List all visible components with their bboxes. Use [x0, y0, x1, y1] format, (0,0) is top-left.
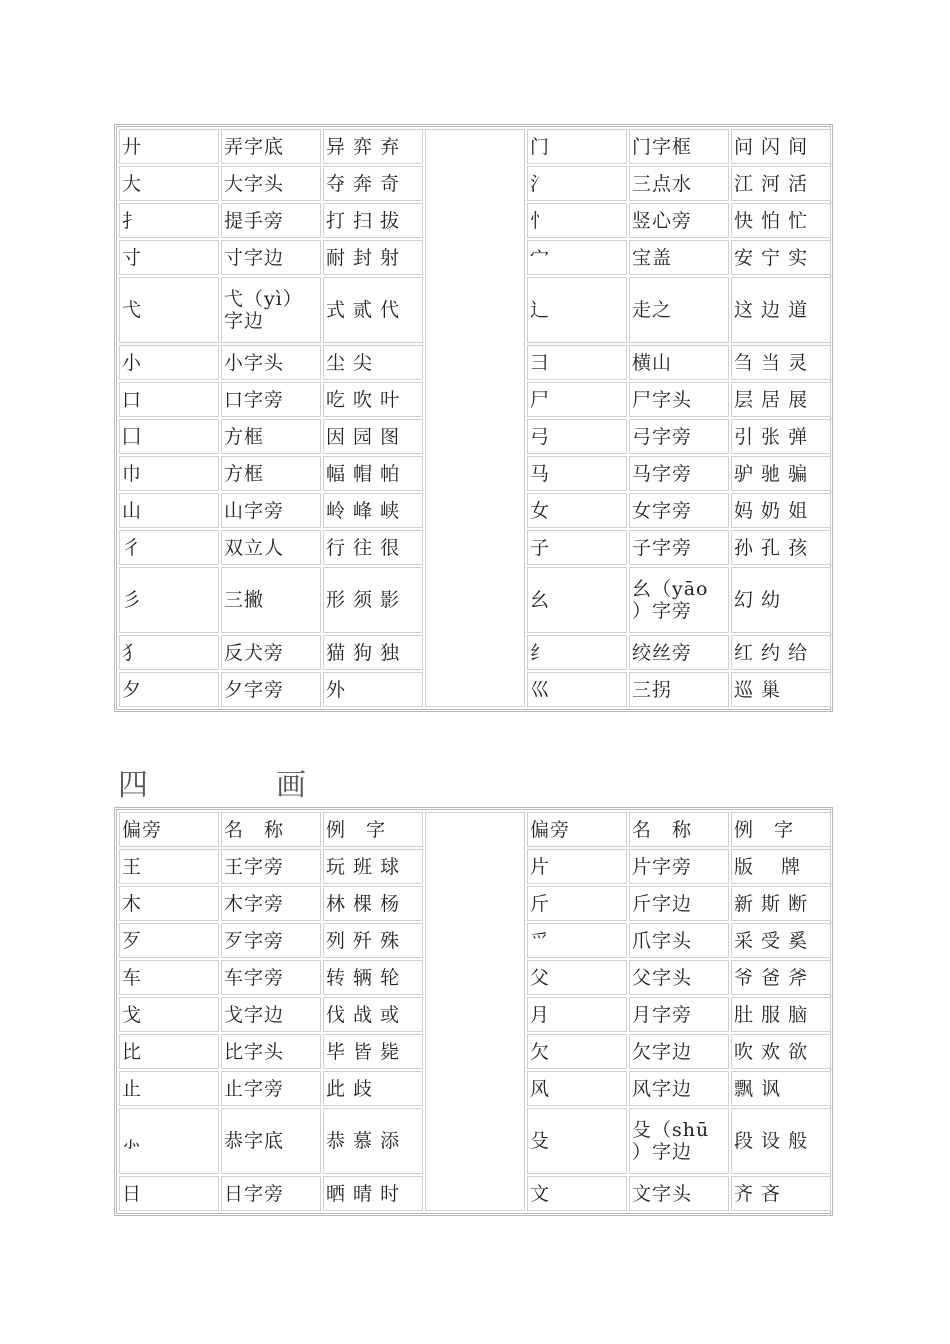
right-name-cell: 门字框	[629, 129, 729, 164]
left-name-cell: 反犬旁	[221, 635, 321, 670]
left-examples-cell: 尘 尖	[323, 345, 423, 380]
right-radical-cell: 女	[527, 493, 627, 528]
right-examples-cell: 引 张 弹	[731, 419, 831, 454]
right-name-cell: 横山	[629, 345, 729, 380]
left-examples-cell: 因 园 图	[323, 419, 423, 454]
left-examples-cell: 列 歼 殊	[323, 923, 423, 958]
left-examples-cell: 行 往 很	[323, 530, 423, 565]
left-name-cell: 日字旁	[221, 1176, 321, 1211]
right-radical-cell: 纟	[527, 635, 627, 670]
right-name-cell: 弓字旁	[629, 419, 729, 454]
left-examples-cell: 转 辆 轮	[323, 960, 423, 995]
radicals-table-body	[117, 810, 833, 1213]
right-examples-cell: 吹 欢 欲	[731, 1034, 831, 1069]
table-spacer-column	[425, 129, 525, 707]
right-name-cell: 尸字头	[629, 382, 729, 417]
right-name-cell: 子字旁	[629, 530, 729, 565]
right-radical-cell: 子	[527, 530, 627, 565]
left-examples-cell: 异 弈 弃	[323, 129, 423, 164]
left-name-cell: 木字旁	[221, 886, 321, 921]
right-examples-cell: 巡 巢	[731, 672, 831, 707]
left-examples-cell: 式 贰 代	[323, 277, 423, 343]
right-name-cell: 名 称	[629, 812, 729, 847]
left-examples-cell: 打 扫 拔	[323, 203, 423, 238]
right-name-cell: 三点水	[629, 166, 729, 201]
right-examples-cell: 安 宁 实	[731, 240, 831, 275]
right-name-cell: 风字边	[629, 1071, 729, 1106]
right-examples-cell: 版 牌	[731, 849, 831, 884]
left-examples-cell: 岭 峰 峡	[323, 493, 423, 528]
left-name-cell: 大字头	[221, 166, 321, 201]
right-radical-cell: 氵	[527, 166, 627, 201]
left-examples-cell: 猫 狗 独	[323, 635, 423, 670]
right-examples-cell: 快 怕 忙	[731, 203, 831, 238]
left-name-cell: 双立人	[221, 530, 321, 565]
left-name-cell: 比字头	[221, 1034, 321, 1069]
right-name-cell: 竖心旁	[629, 203, 729, 238]
radicals-table-body	[117, 127, 833, 709]
left-radical-cell: 弋	[119, 277, 219, 343]
left-radical-cell: 王	[119, 849, 219, 884]
right-radical-cell: 斤	[527, 886, 627, 921]
right-name-cell: 三拐	[629, 672, 729, 707]
left-radical-cell: 山	[119, 493, 219, 528]
right-radical-cell: 父	[527, 960, 627, 995]
right-radical-cell: 辶	[527, 277, 627, 343]
right-name-cell: 宝盖	[629, 240, 729, 275]
right-examples-cell: 肚 服 脑	[731, 997, 831, 1032]
left-radical-cell: 日	[119, 1176, 219, 1211]
section-heading-four-strokes	[118, 760, 306, 804]
left-examples-cell: 形 须 影	[323, 567, 423, 633]
right-radical-cell: 幺	[527, 567, 627, 633]
left-examples-cell: 幅 帽 帕	[323, 456, 423, 491]
right-radical-cell: 文	[527, 1176, 627, 1211]
left-examples-cell: 伐 战 或	[323, 997, 423, 1032]
right-examples-cell: 采 受 奚	[731, 923, 831, 958]
right-examples-cell: 红 约 给	[731, 635, 831, 670]
right-examples-cell: 例 字	[731, 812, 831, 847]
right-name-cell: 幺（yāo ）字旁	[629, 567, 729, 633]
left-name-cell: 止字旁	[221, 1071, 321, 1106]
left-name-cell: 弋（yì）字边	[221, 277, 321, 343]
left-examples-cell: 玩 班 球	[323, 849, 423, 884]
right-radical-cell: 弓	[527, 419, 627, 454]
right-examples-cell: 飘 讽	[731, 1071, 831, 1106]
right-name-cell: 马字旁	[629, 456, 729, 491]
left-examples-cell: 毕 皆 毙	[323, 1034, 423, 1069]
left-name-cell: 寸字边	[221, 240, 321, 275]
right-examples-cell: 驴 驰 骗	[731, 456, 831, 491]
left-name-cell: 弄字底	[221, 129, 321, 164]
left-radical-cell: 偏旁	[119, 812, 219, 847]
right-examples-cell: 这 边 道	[731, 277, 831, 343]
right-name-cell: 女字旁	[629, 493, 729, 528]
right-name-cell: 走之	[629, 277, 729, 343]
left-radical-cell: 囗	[119, 419, 219, 454]
right-name-cell: 月字旁	[629, 997, 729, 1032]
left-radical-cell: 巾	[119, 456, 219, 491]
left-radical-cell: 寸	[119, 240, 219, 275]
right-radical-cell: 爫	[527, 923, 627, 958]
left-radical-cell: 廾	[119, 129, 219, 164]
left-name-cell: 歹字旁	[221, 923, 321, 958]
left-examples-cell: 外	[323, 672, 423, 707]
left-examples-cell: 吃 吹 叶	[323, 382, 423, 417]
left-examples-cell: 林 棵 杨	[323, 886, 423, 921]
left-name-cell: 恭字底	[221, 1108, 321, 1174]
left-examples-cell: 此 歧	[323, 1071, 423, 1106]
right-examples-cell: 幻 幼	[731, 567, 831, 633]
left-name-cell: 方框	[221, 456, 321, 491]
right-radical-cell: 月	[527, 997, 627, 1032]
table-spacer-column	[425, 812, 525, 1211]
right-name-cell: 斤字边	[629, 886, 729, 921]
radicals-table-four-strokes	[114, 807, 833, 1216]
left-name-cell: 王字旁	[221, 849, 321, 884]
left-examples-cell: 耐 封 射	[323, 240, 423, 275]
left-radical-cell: 车	[119, 960, 219, 995]
left-radical-cell: 扌	[119, 203, 219, 238]
right-examples-cell: 新 斯 断	[731, 886, 831, 921]
left-radical-cell: 口	[119, 382, 219, 417]
right-radical-cell: 宀	[527, 240, 627, 275]
left-name-cell: 车字旁	[221, 960, 321, 995]
right-name-cell: 殳（shū ）字边	[629, 1108, 729, 1174]
left-name-cell: 名 称	[221, 812, 321, 847]
right-radical-cell: 偏旁	[527, 812, 627, 847]
right-radical-cell: 马	[527, 456, 627, 491]
right-radical-cell: 欠	[527, 1034, 627, 1069]
right-examples-cell: 齐 吝	[731, 1176, 831, 1211]
right-name-cell: 片字旁	[629, 849, 729, 884]
right-examples-cell: 层 居 展	[731, 382, 831, 417]
left-radical-cell: 小	[119, 345, 219, 380]
section-heading-char-2: 画	[276, 768, 306, 803]
right-name-cell: 绞丝旁	[629, 635, 729, 670]
right-radical-cell: 风	[527, 1071, 627, 1106]
left-examples-cell: 夺 奔 奇	[323, 166, 423, 201]
left-name-cell: 提手旁	[221, 203, 321, 238]
left-name-cell: 山字旁	[221, 493, 321, 528]
right-examples-cell: 刍 当 灵	[731, 345, 831, 380]
right-name-cell: 父字头	[629, 960, 729, 995]
right-name-cell: 爪字头	[629, 923, 729, 958]
left-radical-cell: 戈	[119, 997, 219, 1032]
right-radical-cell: 门	[527, 129, 627, 164]
right-examples-cell: 孙 孔 孩	[731, 530, 831, 565]
right-name-cell: 欠字边	[629, 1034, 729, 1069]
left-name-cell: 三撇	[221, 567, 321, 633]
left-radical-cell: 比	[119, 1034, 219, 1069]
table-row	[119, 129, 831, 164]
right-examples-cell: 爷 爸 斧	[731, 960, 831, 995]
left-name-cell: 夕字旁	[221, 672, 321, 707]
right-radical-cell: 片	[527, 849, 627, 884]
left-radical-cell: 木	[119, 886, 219, 921]
left-name-cell: 小字头	[221, 345, 321, 380]
table-row	[119, 812, 831, 847]
right-examples-cell: 段 设 般	[731, 1108, 831, 1174]
right-examples-cell: 妈 奶 姐	[731, 493, 831, 528]
radicals-table-three-strokes	[114, 124, 833, 712]
left-radical-cell: 大	[119, 166, 219, 201]
left-radical-cell: 夕	[119, 672, 219, 707]
left-radical-cell: 彡	[119, 567, 219, 633]
right-examples-cell: 问 闪 间	[731, 129, 831, 164]
right-radical-cell: 巛	[527, 672, 627, 707]
left-name-cell: 方框	[221, 419, 321, 454]
left-radical-cell: 彳	[119, 530, 219, 565]
left-examples-cell: 晒 晴 时	[323, 1176, 423, 1211]
left-radical-cell: ⺗	[119, 1108, 219, 1174]
right-radical-cell: 彐	[527, 345, 627, 380]
right-radical-cell: 殳	[527, 1108, 627, 1174]
left-name-cell: 口字旁	[221, 382, 321, 417]
right-name-cell: 文字头	[629, 1176, 729, 1211]
right-radical-cell: 忄	[527, 203, 627, 238]
left-radical-cell: 犭	[119, 635, 219, 670]
left-examples-cell: 例 字	[323, 812, 423, 847]
section-heading-char-1: 四	[118, 768, 148, 803]
left-radical-cell: 止	[119, 1071, 219, 1106]
left-radical-cell: 歹	[119, 923, 219, 958]
left-name-cell: 戈字边	[221, 997, 321, 1032]
right-examples-cell: 江 河 活	[731, 166, 831, 201]
left-examples-cell: 恭 慕 添	[323, 1108, 423, 1174]
right-radical-cell: 尸	[527, 382, 627, 417]
